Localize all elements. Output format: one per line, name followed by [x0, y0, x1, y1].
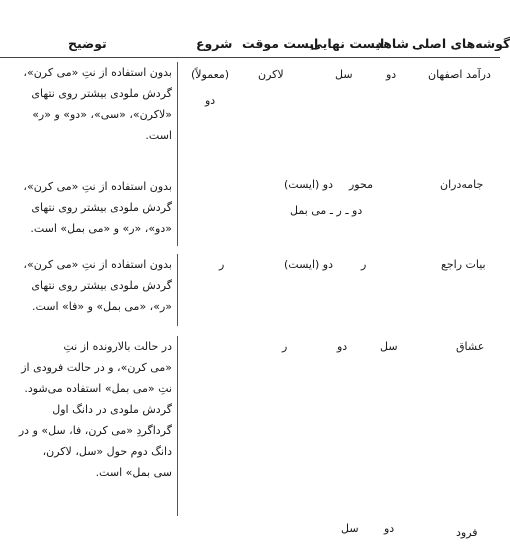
row1-shoru: دو — [205, 94, 216, 107]
row5-shahed: دو — [384, 522, 395, 535]
row4-gusheh: عشاق — [456, 340, 485, 353]
header-shahed: شاهد — [376, 36, 409, 51]
row2-tozih-line: بدون استفاده از نتِ «می کرن»، — [23, 180, 172, 193]
header-ist-movaghat: ایست موقت — [242, 36, 319, 51]
row1-gusheh: درآمد اصفهان — [428, 68, 491, 81]
row4-ist-movaghat: ر — [282, 340, 288, 353]
row3-ist-nahayi: دو (ایست) — [284, 258, 334, 271]
row2-tozih — [6, 176, 172, 239]
row4-ist-nahayi: دو — [337, 340, 348, 353]
row4-tozih-line: گرداگردِ «می کرن، فا، سل» و در — [18, 424, 172, 437]
row4-tozih-line: سی بمل» است. — [95, 466, 172, 479]
row4-tozih-line: نتِ «می بمل» استفاده می‌شود. — [24, 382, 172, 395]
row4-tozih-line: گردش ملودی در دانگ اول — [52, 403, 172, 416]
row4-shahed: سل — [380, 340, 398, 353]
row3-shahed: ر — [361, 258, 367, 271]
row2-ist-nahayi: دو (ایست) — [284, 178, 334, 191]
row1-ist-nahayi: سل — [335, 68, 353, 81]
row1-ist-movaghat: لاکرن — [258, 68, 284, 81]
row2-tozih-line: «دو»، «ر» و «می بمل» است. — [30, 222, 172, 235]
row2-shahed: محور — [349, 178, 373, 191]
row4-tozih-line: «می کرن»، و در حالت فرودی از — [21, 361, 172, 374]
row1-tozih-line: بدون استفاده از نتِ «می کرن»، — [23, 66, 172, 79]
row1-tozih-line: است. — [145, 129, 172, 142]
header-tozih: توضیح — [68, 36, 107, 51]
row5-gusheh: فرود — [456, 526, 478, 539]
row3-gusheh: بیات راجع — [441, 258, 486, 271]
header-shoru: شروع — [196, 36, 233, 51]
row4-tozih-line: دانگ دوم حول «سل، لاکرن، — [42, 445, 172, 458]
row5-ist-nahayi: سل — [341, 522, 359, 535]
row4-tozih — [6, 336, 172, 483]
divider-row1 — [177, 62, 178, 190]
row3-tozih-line: گردش ملودی بیشتر روی نتهای — [31, 279, 172, 292]
row2-extra: دو ـ ر ـ می بمل — [290, 204, 363, 217]
row1-tozih-line: گردش ملودی بیشتر روی نتهای — [31, 87, 172, 100]
row1-shoru-note: (معمولاً) — [191, 68, 230, 81]
row1-shahed: دو — [386, 68, 397, 81]
header-gusheh: گوشه‌های اصلی — [412, 36, 510, 51]
row3-shoru: ر — [219, 258, 225, 271]
divider-row2 — [177, 176, 178, 246]
row3-tozih — [6, 254, 172, 317]
divider-row3 — [177, 254, 178, 326]
row1-tozih-line: «لاکرن»، «سی»، «دو» و «ر» — [32, 108, 172, 121]
header-rule — [0, 57, 500, 58]
header-ist-nahayi: ایست نهایی — [310, 36, 385, 51]
row3-tozih-line: «ر»، «می بمل» و «فا» است. — [31, 300, 172, 313]
row4-tozih-line: در حالت بالارونده از نتِ — [63, 340, 172, 353]
row2-tozih-line: گردش ملودی بیشتر روی نتهای — [31, 201, 172, 214]
row3-tozih-line: بدون استفاده از نتِ «می کرن»، — [23, 258, 172, 271]
divider-row4 — [177, 336, 178, 516]
row1-tozih — [6, 62, 172, 146]
row2-gusheh: جامه‌دران — [440, 178, 484, 191]
